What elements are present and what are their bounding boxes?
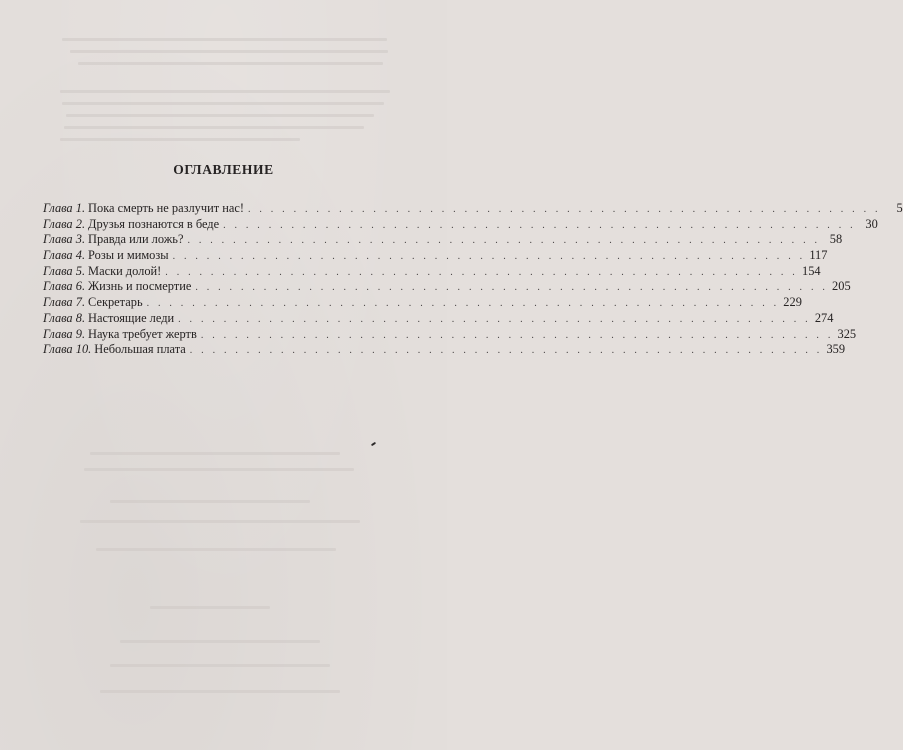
chapter-label: Глава <box>43 263 73 278</box>
chapter-label: Глава <box>43 216 73 231</box>
chapter-number: 1. <box>75 201 86 215</box>
toc-entry-9[interactable] <box>43 326 857 343</box>
chapter-number: 5. <box>75 263 86 278</box>
chapter-title: Наука требует жертв <box>88 326 197 341</box>
chapter-label: Глава <box>43 310 73 325</box>
chapter-label: Глава <box>43 201 73 215</box>
page-number: 30 <box>865 216 878 231</box>
chapter-number: 3. <box>75 232 86 247</box>
dot-leader: . . . . . . . . . . . . . . . . . . . . . . . . . . . . . . . . . . . . . . . . . . . . . . . . . . . . . . . . <box>187 235 821 247</box>
dot-leader: . . . . . . . . . . . . . . . . . . . . . . . . . . . . . . . . . . . . . . . . . . . . . . . . . . . . . . . . <box>165 266 798 278</box>
chapter-number: 6. <box>75 279 86 294</box>
chapter-label: Глава <box>43 342 73 357</box>
dot-leader: . . . . . . . . . . . . . . . . . . . . . . . . . . . . . . . . . . . . . . . . . . . . . . . . . . . . . . . . <box>146 298 780 310</box>
dot-leader: . . . . . . . . . . . . . . . . . . . . . . . . . . . . . . . . . . . . . . . . . . . . . . . . . . . . . . . . <box>223 219 856 231</box>
chapter-number: 2. <box>75 216 86 231</box>
chapter-title: Секретарь <box>88 295 143 310</box>
toc-entry-10[interactable] <box>43 342 846 358</box>
chapter-number: 8. <box>75 310 86 325</box>
page-number: 205 <box>832 279 851 294</box>
dot-leader: . . . . . . . . . . . . . . . . . . . . . . . . . . . . . . . . . . . . . . . . . . . . . . . . . . . . . . . . <box>178 313 811 325</box>
toc-entry-4[interactable] <box>43 248 828 264</box>
page-number: 58 <box>829 232 843 247</box>
toc-entry-5[interactable] <box>43 263 821 280</box>
table-of-contents <box>43 201 903 358</box>
chapter-label: Глава <box>43 248 73 263</box>
chapter-title: Небольшая плата <box>94 342 186 357</box>
chapter-label: Глава <box>43 295 73 310</box>
chapter-number: 10. <box>75 342 92 357</box>
dot-leader: . . . . . . . . . . . . . . . . . . . . . . . . . . . . . . . . . . . . . . . . . . . . . . . . . . . . . . . . <box>172 251 806 263</box>
dot-leader: . . . . . . . . . . . . . . . . . . . . . . . . . . . . . . . . . . . . . . . . . . . . . . . . . . . . . . . . <box>200 329 834 341</box>
chapter-number: 7. <box>75 295 86 310</box>
chapter-title: Настоящие леди <box>88 310 175 325</box>
page-number: 274 <box>814 310 834 325</box>
toc-entry-1[interactable] <box>43 201 903 217</box>
ink-speck <box>371 442 376 447</box>
page-number: 5 <box>896 201 903 215</box>
toc-entry-2[interactable] <box>43 216 878 233</box>
chapter-title: Розы и мимозы <box>88 248 169 263</box>
toc-entry-6[interactable] <box>43 279 851 295</box>
chapter-title: Друзья познаются в беде <box>88 216 220 231</box>
toc-entry-3[interactable] <box>43 232 843 248</box>
page-number: 154 <box>802 263 821 278</box>
show-through-text <box>0 0 447 750</box>
toc-entry-7[interactable] <box>43 295 802 311</box>
page-number: 325 <box>837 326 857 341</box>
page-number: 117 <box>809 248 828 263</box>
dot-leader: . . . . . . . . . . . . . . . . . . . . . . . . . . . . . . . . . . . . . . . . . . . . . . . . . . . . . . . . <box>247 204 881 215</box>
toc-entry-8[interactable] <box>43 310 834 327</box>
chapter-label: Глава <box>43 279 73 294</box>
dot-leader: . . . . . . . . . . . . . . . . . . . . . . . . . . . . . . . . . . . . . . . . . . . . . . . . . . . . . . . . <box>195 282 829 294</box>
chapter-title: Жизнь и посмертие <box>88 279 192 294</box>
toc-title: ОГЛАВЛЕНИЕ <box>173 162 274 177</box>
page-number: 229 <box>783 295 802 310</box>
chapter-label: Глава <box>43 326 73 341</box>
chapter-number: 4. <box>75 248 86 263</box>
chapter-title: Маски долой! <box>88 263 162 278</box>
dot-leader: . . . . . . . . . . . . . . . . . . . . . . . . . . . . . . . . . . . . . . . . . . . . . . . . . . . . . . . . <box>189 345 823 357</box>
chapter-label: Глава <box>43 232 73 247</box>
page-number: 359 <box>826 342 846 357</box>
chapter-title: Пока смерть не разлучит нас! <box>88 201 244 215</box>
chapter-number: 9. <box>75 326 86 341</box>
chapter-title: Правда или ложь? <box>88 232 184 247</box>
